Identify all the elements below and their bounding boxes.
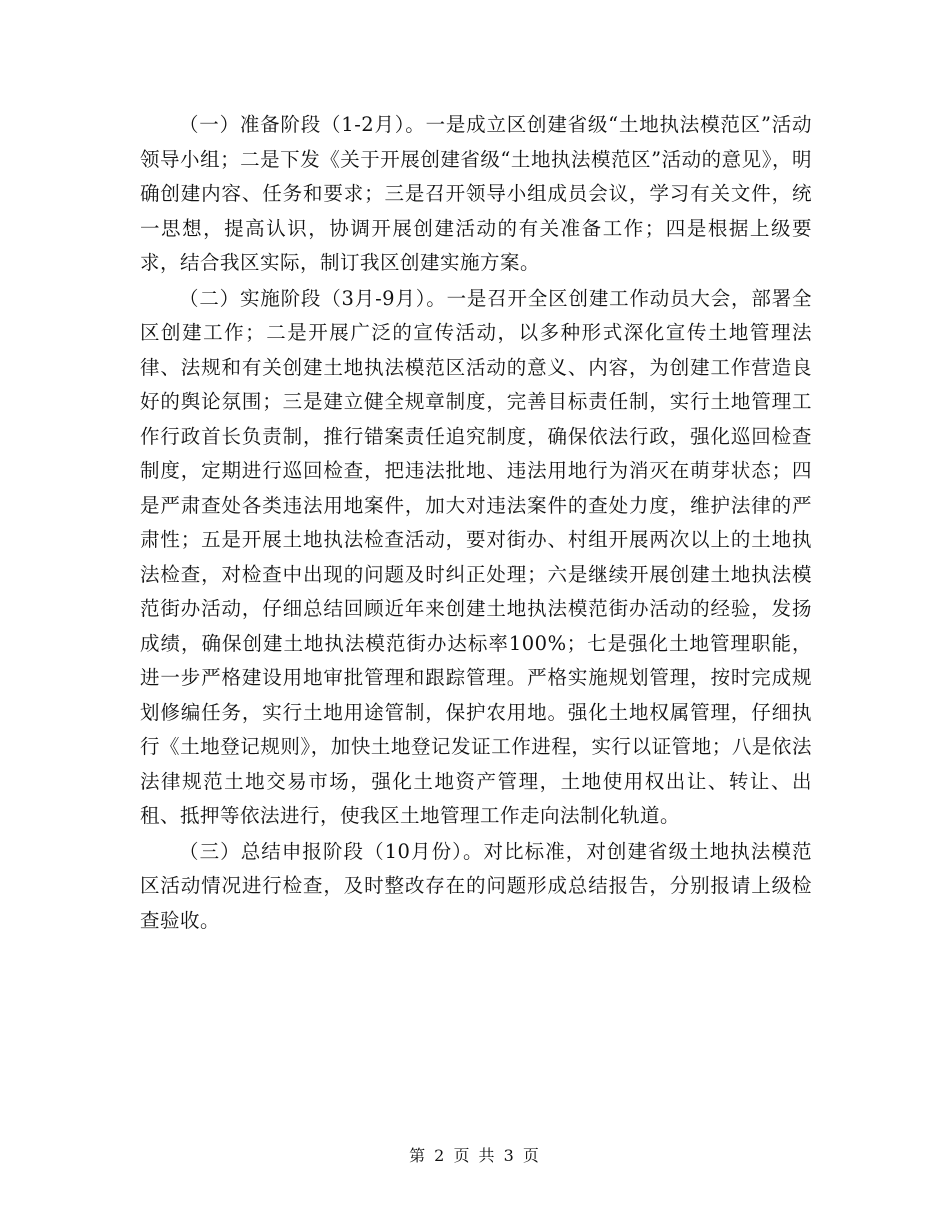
page-number-footer: 第 2 页 共 3 页 <box>409 1146 541 1165</box>
document-body <box>140 108 812 938</box>
paragraph-summary-stage: （三）总结申报阶段（10月份）。对比标准，对创建省级土地执法模范区活动情况进行检查，及时整改存在的问题形成总结报告，分别报请上级检查验收。 <box>140 839 812 932</box>
paragraph-preparation-stage: （一）准备阶段（1-2月）。一是成立区创建省级“土地执法模范区”活动领导小组；二是下发《关于开展创建省级“土地执法模范区”活动的意见》，明确创建内容、任务和要求；三是召开领导小组成员会议，学习有关文件，统一思想，提高认识，协调开展创建活动的有关准备工作；四是根据上级要求，结合我区实际，制订我区创建实施方案。 <box>140 113 812 274</box>
paragraph-implementation-stage: （二）实施阶段（3月-9月）。一是召开全区创建工作动员大会，部署全区创建工作；二是开展广泛的宣传活动，以多种形式深化宣传土地管理法律、法规和有关创建土地执法模范区活动的意义、内容，为创建工作营造良好的舆论氛围；三是建立健全规章制度，完善目标责任制，实行土地管理工作行政首长负责制，推行错案责任追究制度，确保依法行政，强化巡回检查制度，定期进行巡回检查，把违法批地、违法用地行为消灭在萌芽状态；四是严肃查处各类违法用地案件，加大对违法案件的查处力度，维护法律的严肃性；五是开展土地执法检查活动，要对街办、村组开展两次以上的土地执法检查，对检查中出现的问题及时纠正处理；六是继续开展创建土地执法模范街办活动，仔细总结回顾近年来创建土地执法模范街办活动的经验，发扬成绩，确保创建土地执法模范街办达标率100%；七是强化土地管理职能，进一步严格建设用地审批管理和跟踪管理。严格实施规划管理，按时完成规划修编任务，实行土地用途管制，保护农用地。强化土地权属管理，仔细执行《土地登记规则》，加快土地登记发证工作进程，实行以证管地；八是依法法律规范土地交易市场，强化土地资产管理，土地使用权出让、转让、出租、抵押等依法进行，使我区土地管理工作走向法制化轨道。 <box>140 286 812 827</box>
